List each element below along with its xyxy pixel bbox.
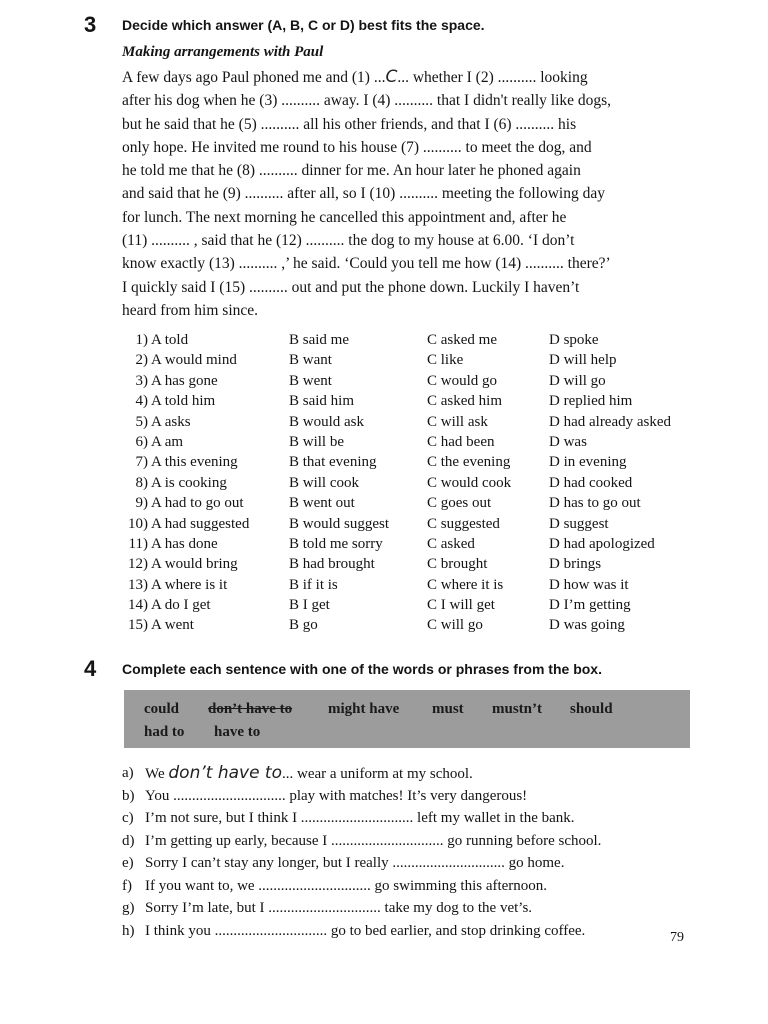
option-c: C goes out — [427, 495, 492, 512]
option-d: D had cooked — [549, 474, 633, 491]
option-d: D had apologized — [549, 535, 655, 552]
option-c: C asked me — [427, 332, 497, 348]
sentence-text: You .............................. play with matches! It’s very dangerous! — [145, 787, 528, 804]
sentence-row — [122, 830, 722, 853]
option-number: 4) — [135, 393, 148, 410]
option-b: B went out — [289, 495, 355, 512]
option-number: 5) — [135, 413, 148, 430]
option-a: A went — [151, 617, 194, 634]
option-c: C suggested — [427, 515, 500, 532]
option-d: D was — [549, 433, 587, 450]
sentence-letter: g) — [122, 900, 135, 916]
option-number: 12) — [128, 556, 148, 573]
exercise-3-passage — [122, 66, 702, 322]
word-box — [124, 690, 690, 748]
option-b: B go — [289, 617, 318, 634]
exercise-3-number: 3 — [84, 12, 97, 37]
option-d: D had already asked — [549, 413, 672, 430]
option-a: A do I get — [151, 597, 211, 614]
option-c: C asked him — [427, 393, 502, 410]
passage-line: (11) .......... , said that he (12) .......... the dog to my house at 6.00. ‘I don’t — [122, 232, 575, 250]
sentence-letter: c) — [122, 810, 134, 826]
option-d: D will help — [549, 352, 617, 369]
sentence-text: If you want to, we .............................. go swimming this afternoon. — [145, 877, 548, 894]
sentence-letter: h) — [122, 922, 135, 939]
sentence-row — [122, 785, 722, 808]
option-b: B will be — [289, 433, 344, 450]
option-c: C will go — [427, 617, 483, 634]
option-number: 9) — [135, 495, 148, 512]
option-row — [110, 554, 710, 574]
option-row — [110, 473, 710, 493]
sentence-letter: f) — [122, 877, 132, 894]
option-row — [110, 330, 710, 350]
option-b: B if it is — [289, 576, 338, 593]
word-box-item: should — [570, 701, 613, 717]
sentence-text — [145, 762, 473, 786]
option-row — [110, 412, 710, 432]
word-box-item: don’t have to — [208, 701, 293, 717]
exercise-3-options — [110, 330, 710, 636]
word-box-item: might have — [328, 701, 400, 717]
option-c: C would cook — [427, 474, 512, 491]
word-box-item: mustn’t — [492, 701, 543, 717]
option-number: 2) — [135, 352, 148, 369]
sentence-row — [122, 852, 722, 875]
option-row — [110, 615, 710, 635]
passage-line: only hope. He invited me round to his house (7) .......... to meet the dog, and — [122, 138, 592, 156]
page-number: 79 — [670, 930, 684, 945]
option-c: C where it is — [427, 576, 504, 593]
option-d: D spoke — [549, 332, 599, 348]
option-b: B I get — [289, 597, 330, 614]
option-d: D suggest — [549, 515, 609, 532]
option-d: D brings — [549, 556, 602, 573]
option-b: B said him — [289, 393, 355, 410]
option-number: 6) — [135, 433, 148, 450]
option-row — [110, 534, 710, 554]
option-b: B told me sorry — [289, 535, 383, 552]
option-a: A has done — [151, 535, 218, 552]
option-a: A told him — [151, 393, 216, 410]
option-b: B that evening — [289, 454, 377, 471]
option-d: D in evening — [549, 454, 627, 471]
option-number: 3) — [135, 372, 148, 389]
option-number: 7) — [135, 454, 148, 471]
sentence-row — [122, 875, 722, 898]
sentence-row — [122, 897, 722, 920]
option-number: 1) — [135, 332, 148, 348]
option-c: C asked — [427, 535, 475, 552]
option-d: D I’m getting — [549, 597, 631, 614]
option-number: 11) — [128, 535, 148, 552]
option-d: D replied him — [549, 393, 633, 410]
option-a: A is cooking — [151, 474, 227, 491]
word-box-item: had to — [144, 724, 185, 740]
option-a: A had suggested — [151, 515, 250, 532]
option-row — [110, 391, 710, 411]
option-a: A asks — [151, 413, 191, 430]
option-row — [110, 514, 710, 534]
option-row — [110, 432, 710, 452]
exercise-4-sentences — [122, 762, 722, 942]
option-row — [110, 452, 710, 472]
sentence-text: Sorry I’m late, but I .............................. take my dog to the vet’s. — [145, 900, 533, 916]
passage-line-text: ... whether I (2) .......... looking — [397, 69, 588, 86]
passage-line: for lunch. The next morning he cancelled this appointment and, after he — [122, 208, 567, 226]
sentence-text-after: ... wear a uniform at my school. — [282, 766, 473, 782]
sentence-letter: d) — [122, 832, 135, 849]
option-a: A this evening — [151, 454, 238, 471]
option-d: D how was it — [549, 576, 629, 593]
option-b: B will cook — [289, 474, 359, 491]
passage-line — [122, 66, 702, 89]
option-b: B had brought — [289, 556, 375, 573]
option-c: C like — [427, 352, 464, 369]
option-c: C I will get — [427, 597, 495, 614]
sentence-text: Sorry I can’t stay any longer, but I really .............................. go home. — [145, 855, 565, 871]
option-number: 15) — [128, 617, 148, 634]
exercise-3-subtitle: Making arrangements with Paul — [122, 44, 324, 60]
option-row — [110, 575, 710, 595]
sentence-text: I’m getting up early, because I .............................. go running before school. — [145, 832, 602, 849]
sentence-text-before: We — [145, 766, 169, 782]
sentence-letter: e) — [122, 855, 134, 871]
passage-line: I quickly said I (15) .......... out and put the phone down. Luckily I haven’t — [122, 278, 580, 296]
option-c: C the evening — [427, 454, 511, 471]
sentence-text: I think you .............................. go to bed earlier, and stop drinking coffee. — [145, 922, 586, 939]
option-c: C would go — [427, 372, 498, 389]
sentence-row — [122, 920, 722, 943]
word-box-item: could — [144, 701, 180, 717]
word-box-item: must — [432, 701, 464, 717]
option-b: B want — [289, 352, 332, 369]
option-row — [110, 493, 710, 513]
exercise-3-instruction: Decide which answer (A, B, C or D) best fits the space. — [122, 17, 485, 33]
sentence-text: I’m not sure, but I think I .............................. left my wallet in the bank. — [145, 810, 575, 826]
option-b: B would suggest — [289, 515, 390, 532]
passage-line-text: A few days ago Paul phoned me and (1) ... — [122, 69, 386, 86]
sentence-row — [122, 762, 722, 785]
option-a: A had to go out — [151, 495, 244, 512]
sentence-letter: b) — [122, 787, 135, 804]
exercise-4-instruction: Complete each sentence with one of the words or phrases from the box. — [122, 661, 602, 677]
option-row — [110, 595, 710, 615]
option-number: 10) — [128, 515, 148, 532]
option-row — [110, 371, 710, 391]
option-d: D was going — [549, 617, 625, 634]
option-number: 14) — [128, 597, 148, 614]
sentence-row — [122, 807, 722, 830]
option-d: D has to go out — [549, 495, 641, 512]
option-row — [110, 350, 710, 370]
passage-line: heard from him since. — [122, 301, 259, 319]
option-b: B said me — [289, 332, 349, 348]
option-number: 13) — [128, 576, 148, 593]
passage-line: after his dog when he (3) .......... away. I (4) .......... that I didn't really like dogs, — [122, 92, 612, 110]
option-c: C brought — [427, 556, 488, 573]
exercise-4-number: 4 — [84, 656, 97, 681]
sentence-letter: a) — [122, 765, 134, 781]
option-a: A told — [151, 332, 189, 348]
option-d: D will go — [549, 372, 606, 389]
handwritten-answer: C — [385, 67, 398, 87]
option-a: A am — [151, 433, 184, 450]
option-c: C will ask — [427, 413, 488, 430]
passage-line: know exactly (13) .......... ,’ he said. ‘Could you tell me how (14) .......... there?’ — [122, 255, 611, 273]
passage-line: and said that he (9) .......... after all, so I (10) .......... meeting the following day — [122, 185, 605, 203]
option-a: A where is it — [151, 576, 228, 593]
option-c: C had been — [427, 433, 495, 450]
option-b: B went — [289, 372, 332, 389]
passage-line: he told me that he (8) .......... dinner for me. An hour later he phoned again — [122, 162, 581, 180]
option-number: 8) — [135, 474, 148, 491]
word-box-item: have to — [214, 724, 261, 740]
passage-line: but he said that he (5) .......... all his other friends, and that I (6) .......... his — [122, 115, 577, 133]
option-a: A would mind — [151, 352, 237, 369]
option-b: B would ask — [289, 413, 364, 430]
option-a: A has gone — [151, 372, 218, 389]
handwritten-answer: don’t have to — [168, 763, 282, 783]
option-a: A would bring — [151, 556, 238, 573]
